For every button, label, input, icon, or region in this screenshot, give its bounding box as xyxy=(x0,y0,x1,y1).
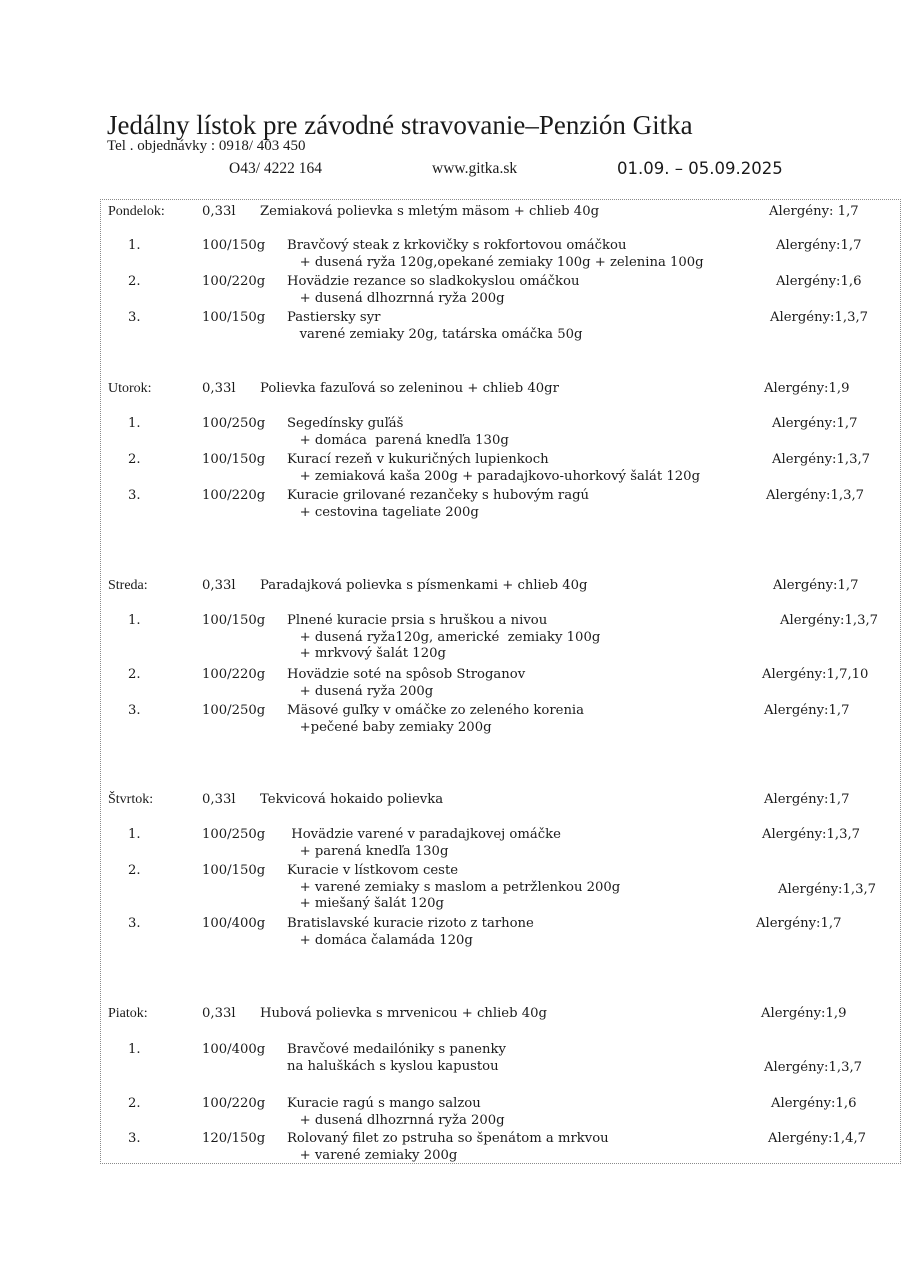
meal-description xyxy=(287,452,700,485)
meal-number: 3. xyxy=(128,703,141,718)
meal-portion: 120/150g xyxy=(202,1131,266,1146)
day-label: Štvrtok: xyxy=(108,792,154,807)
meal-number: 2. xyxy=(128,452,141,467)
meal-description-line: + dusená ryža 120g,opekané zemiaky 100g + zelenina 100g xyxy=(287,254,704,270)
meal-portion: 100/150g xyxy=(202,238,266,253)
meal-description-line: Bravčový steak z krkovičky s rokfortovou omáčkou xyxy=(287,238,627,253)
phone-secondary: O43/ 4222 164 xyxy=(229,160,322,177)
meal-description-line: Pastiersky syr xyxy=(287,310,381,325)
soup-portion: 0,33l xyxy=(202,578,236,593)
meal-description-line: + domáca čalamáda 120g xyxy=(287,932,473,948)
soup-portion: 0,33l xyxy=(202,1006,236,1021)
meal-number: 1. xyxy=(128,827,141,842)
meal-description-line: +pečené baby zemiaky 200g xyxy=(287,719,492,735)
day-label: Utorok: xyxy=(108,381,152,396)
soup-name: Hubová polievka s mrvenicou + chlieb 40g xyxy=(260,1006,547,1021)
meal-allergens: Alergény:1,6 xyxy=(776,274,862,289)
day-label: Pondelok: xyxy=(108,204,165,219)
meal-number: 3. xyxy=(128,488,141,503)
meal-description-line: + cestovina tageliate 200g xyxy=(287,504,479,520)
soup-name: Polievka fazuľová so zeleninou + chlieb 40gr xyxy=(260,381,559,396)
meal-description-line: Hovädzie soté na spôsob Stroganov xyxy=(287,667,526,682)
meal-description-line: na haluškách s kyslou kapustou xyxy=(287,1058,499,1074)
meal-number: 3. xyxy=(128,1131,141,1146)
meal-description-line: Kurací rezeň v kukuričných lupienkoch xyxy=(287,452,549,467)
meal-allergens: Alergény:1,6 xyxy=(771,1096,857,1111)
soup-allergens: Alergény: 1,7 xyxy=(769,204,859,219)
meal-number: 1. xyxy=(128,613,141,628)
meal-description-line: Kuracie grilované rezančeky s hubovým ragú xyxy=(287,488,590,503)
meal-allergens: Alergény:1,4,7 xyxy=(768,1131,867,1146)
meal-description-line: + parená knedľa 130g xyxy=(287,843,449,859)
meal-number: 2. xyxy=(128,667,141,682)
order-phone: Tel . objednávky : 0918/ 403 450 xyxy=(107,138,306,154)
soup-name: Zemiaková polievka s mletým mäsom + chlieb 40g xyxy=(260,204,600,219)
soup-portion: 0,33l xyxy=(202,792,236,807)
meal-description xyxy=(287,488,589,521)
meal-number: 2. xyxy=(128,1096,141,1111)
meal-description-line: + varené zemiaky 200g xyxy=(287,1147,458,1163)
soup-allergens: Alergény:1,7 xyxy=(773,578,859,593)
meal-description-line: Rolovaný filet zo pstruha so špenátom a mrkvou xyxy=(287,1131,609,1146)
meal-number: 3. xyxy=(128,310,141,325)
meal-allergens: Alergény:1,3,7 xyxy=(780,613,879,628)
meal-allergens: Alergény:1,7,10 xyxy=(762,667,869,682)
meal-number: 2. xyxy=(128,863,141,878)
day-label: Streda: xyxy=(108,578,148,593)
meal-description-line: + dusená ryža 200g xyxy=(287,683,434,699)
soup-name: Tekvicová hokaido polievka xyxy=(260,792,444,807)
meal-allergens: Alergény:1,3,7 xyxy=(770,310,869,325)
day-label: Piatok: xyxy=(108,1006,148,1021)
meal-description-line: Bratislavské kuracie rizoto z tarhone xyxy=(287,916,534,931)
meal-allergens: Alergény:1,3,7 xyxy=(764,1060,863,1075)
meal-portion: 100/400g xyxy=(202,916,266,931)
meal-portion: 100/220g xyxy=(202,667,266,682)
meal-portion: 100/220g xyxy=(202,1096,266,1111)
meal-description xyxy=(287,667,525,700)
meal-number: 1. xyxy=(128,1042,141,1057)
meal-allergens: Alergény:1,7 xyxy=(756,916,842,931)
soup-allergens: Alergény:1,9 xyxy=(764,381,850,396)
date-range: 01.09. – 05.09.2025 xyxy=(617,159,783,178)
meal-number: 3. xyxy=(128,916,141,931)
meal-allergens: Alergény:1,3,7 xyxy=(772,452,871,467)
page-title: Jedálny lístok pre závodné stravovanie–Penzión Gitka xyxy=(107,110,693,140)
meal-description-line: Hovädzie varené v paradajkovej omáčke xyxy=(287,827,561,842)
meal-description xyxy=(287,916,534,949)
website-link: www.gitka.sk xyxy=(432,160,518,177)
meal-portion: 100/150g xyxy=(202,863,266,878)
meal-description xyxy=(287,416,509,449)
meal-description-line: Hovädzie rezance so sladkokyslou omáčkou xyxy=(287,274,580,289)
meal-description-line: + miešaný šalát 120g xyxy=(287,896,444,911)
meal-description-line: Segedínsky guľáš xyxy=(287,416,404,431)
meal-description-line: + dusená dlhozrnná ryža 200g xyxy=(287,290,505,306)
meal-description xyxy=(287,274,579,307)
meal-description-line: Kuracie ragú s mango salzou xyxy=(287,1096,481,1111)
meal-description-line: Kuracie v lístkovom ceste xyxy=(287,863,459,878)
meal-description-line: Bravčové medailóniky s panenky xyxy=(287,1042,506,1057)
meal-number: 1. xyxy=(128,416,141,431)
meal-portion: 100/150g xyxy=(202,452,266,467)
meal-description-line: + dusená dlhozrnná ryža 200g xyxy=(287,1112,505,1128)
meal-description-line: + mrkvový šalát 120g xyxy=(287,646,446,661)
meal-description xyxy=(287,238,704,271)
meal-number: 1. xyxy=(128,238,141,253)
meal-description-line: + varené zemiaky s maslom a petržlenkou 200g xyxy=(287,879,621,895)
meal-portion: 100/400g xyxy=(202,1042,266,1057)
meal-description-line: Mäsové guľky v omáčke zo zeleného korenia xyxy=(287,703,585,718)
meal-description xyxy=(287,1131,609,1164)
meal-description-line: + dusená ryža120g, americké zemiaky 100g xyxy=(287,629,601,645)
meal-allergens: Alergény:1,3,7 xyxy=(766,488,865,503)
meal-description-line: + zemiaková kaša 200g + paradajkovo-uhorkový šalát 120g xyxy=(287,468,701,484)
meal-description xyxy=(287,310,582,343)
soup-allergens: Alergény:1,9 xyxy=(761,1006,847,1021)
meal-description xyxy=(287,863,620,913)
meal-portion: 100/250g xyxy=(202,827,266,842)
meal-description xyxy=(287,1042,506,1075)
meal-portion: 100/220g xyxy=(202,488,266,503)
soup-name: Paradajková polievka s písmenkami + chlieb 40g xyxy=(260,578,588,593)
meal-description xyxy=(287,613,600,663)
meal-portion: 100/150g xyxy=(202,310,266,325)
meal-allergens: Alergény:1,7 xyxy=(764,703,850,718)
meal-description xyxy=(287,703,584,736)
meal-allergens: Alergény:1,3,7 xyxy=(762,827,861,842)
meal-portion: 100/150g xyxy=(202,613,266,628)
meal-description-line: Plnené kuracie prsia s hruškou a nivou xyxy=(287,613,548,628)
meal-description xyxy=(287,1096,505,1129)
meal-number: 2. xyxy=(128,274,141,289)
meal-portion: 100/220g xyxy=(202,274,266,289)
meal-portion: 100/250g xyxy=(202,703,266,718)
meal-allergens: Alergény:1,3,7 xyxy=(778,882,877,897)
meal-description-line: varené zemiaky 20g, tatárska omáčka 50g xyxy=(287,326,583,342)
meal-description-line: + domáca parená knedľa 130g xyxy=(287,432,509,448)
soup-portion: 0,33l xyxy=(202,204,236,219)
soup-portion: 0,33l xyxy=(202,381,236,396)
meal-portion: 100/250g xyxy=(202,416,266,431)
meal-allergens: Alergény:1,7 xyxy=(772,416,858,431)
meal-description xyxy=(287,827,561,860)
soup-allergens: Alergény:1,7 xyxy=(764,792,850,807)
meal-allergens: Alergény:1,7 xyxy=(776,238,862,253)
